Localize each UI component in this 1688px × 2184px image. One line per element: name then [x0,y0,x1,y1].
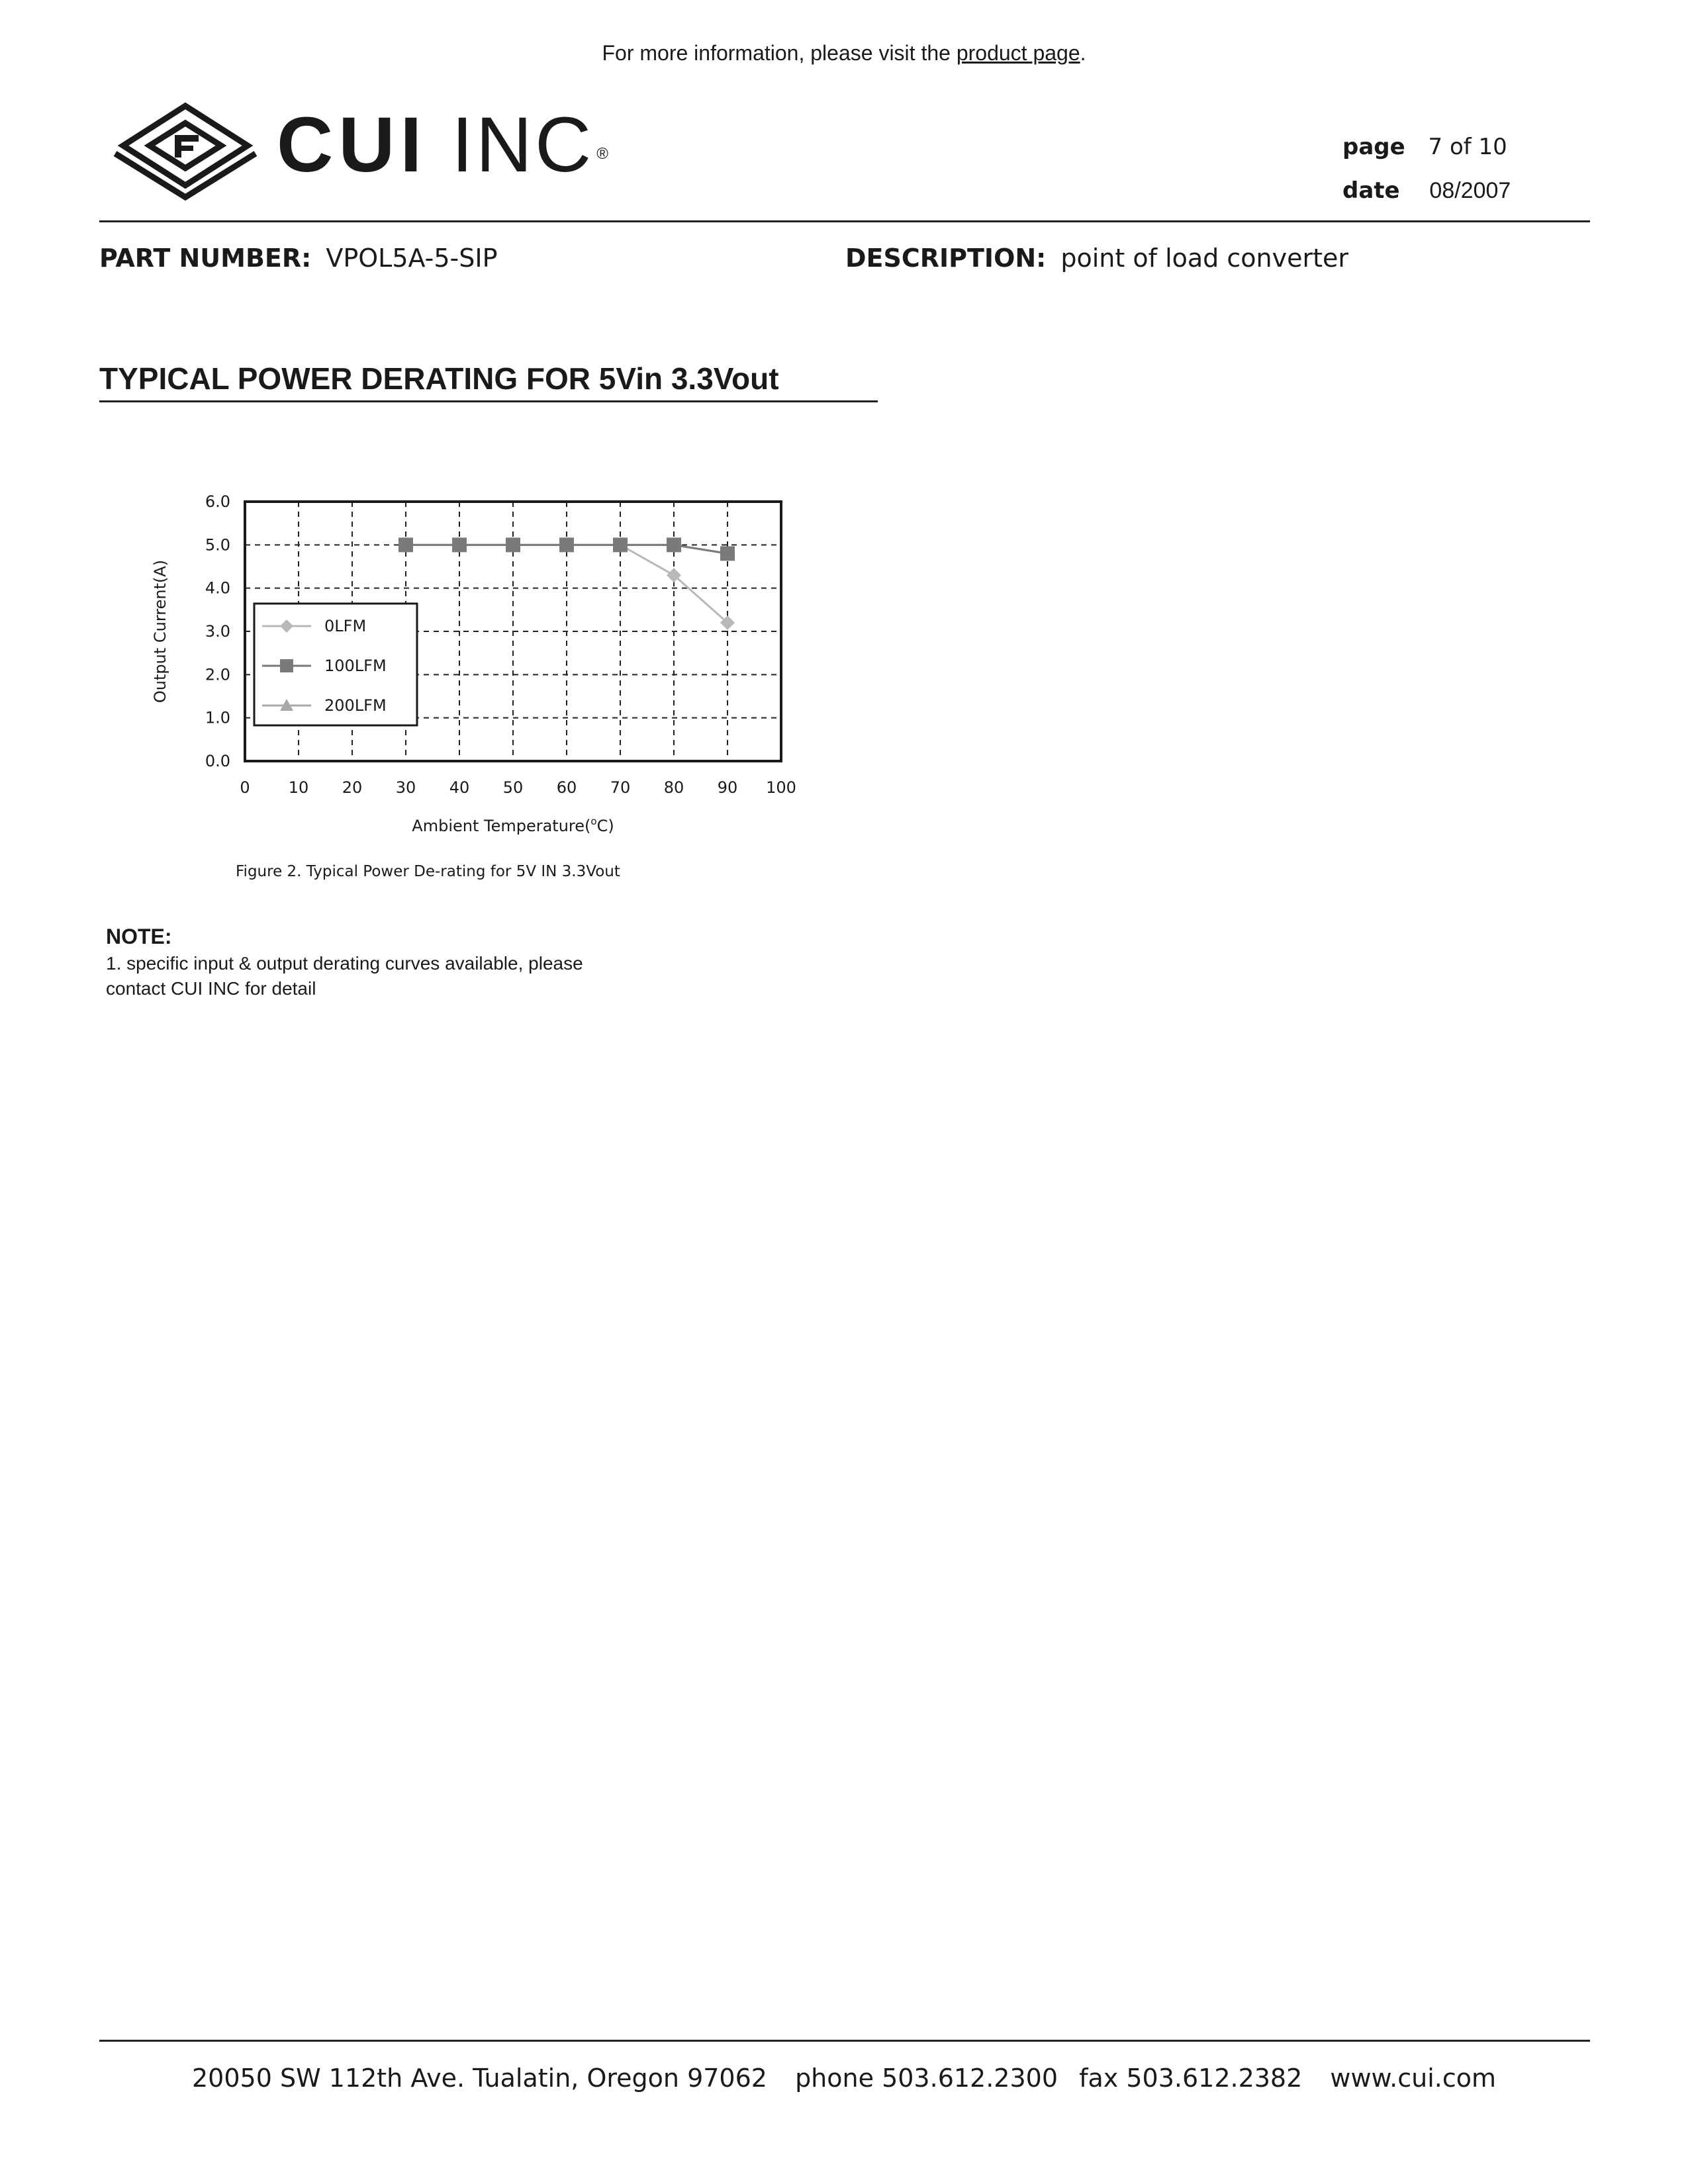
company-name-bold: CUI [277,101,428,189]
y-tick-label: 5.0 [205,535,230,555]
series-100lfm [399,537,735,561]
date-value: 08/2007 [1429,178,1511,203]
header-divider [99,220,1590,222]
x-axis-label [412,815,614,835]
footer-phone-label: phone [795,2064,874,2093]
y-tick-label: 3.0 [205,622,230,641]
x-axis-label-degree: o [590,815,597,827]
footer-divider [99,2040,1590,2042]
marker-square [559,537,574,552]
legend-label: 200LFM [324,696,387,715]
footer-address: 20050 SW 112th Ave. Tualatin, Oregon 97062 [191,2064,767,2093]
marker-square [399,537,413,552]
section-title: TYPICAL POWER DERATING FOR 5Vin 3.3Vout [99,361,779,396]
x-tick-label: 80 [663,778,684,797]
note-title: NOTE: [106,925,172,948]
x-tick-label: 100 [766,778,796,797]
x-tick-label: 60 [556,778,577,797]
footer-fax-label: fax [1079,2064,1119,2093]
page-value: 7 of 10 [1428,134,1507,160]
x-tick-label: 90 [717,778,738,797]
y-tick-label: 0.0 [205,752,230,770]
info-prefix: For more information, please visit the [602,41,951,65]
x-axis-label-main: Ambient Temperature( [412,817,591,835]
legend-item-100lfm [262,657,387,675]
registered-mark: ® [596,145,611,163]
footer-fax: 503.612.2382 [1126,2064,1303,2093]
section-title-underline [99,400,878,402]
part-number-label: PART NUMBER: [99,244,312,273]
footer-website[interactable]: www.cui.com [1330,2064,1496,2093]
chart-legend [254,604,417,725]
marker-square [720,546,735,561]
description-label: DESCRIPTION: [845,244,1047,273]
y-tick-label: 4.0 [205,578,230,598]
date-label: date [1342,177,1400,204]
date-info [1342,177,1511,204]
x-tick-label: 30 [395,778,416,797]
x-tick-label: 0 [240,778,250,797]
marker-square [506,537,520,552]
derating-chart [132,483,808,893]
y-axis-label: Output Current(A) [151,559,169,704]
footer-phone: 503.612.2300 [882,2064,1058,2093]
part-number [99,244,498,273]
x-axis-label-unit: C) [596,817,614,835]
page-label: page [1342,134,1405,160]
cui-logo-icon [106,98,265,204]
marker-square [667,537,681,552]
product-page-link[interactable]: product page [956,41,1080,65]
marker-square [280,659,293,672]
y-tick-label: 2.0 [205,665,230,684]
note-line-2: contact CUI INC for detail [106,978,316,999]
x-tick-label: 70 [610,778,631,797]
note-line-1: 1. specific input & output derating curves available, please [106,953,583,974]
info-line [0,41,1688,66]
note-body [106,951,702,1001]
company-name-rest: INC [451,101,594,189]
y-tick-label: 1.0 [205,708,230,727]
part-number-value: VPOL5A-5-SIP [326,244,498,273]
x-tick-label: 20 [342,778,363,797]
x-tick-label: 50 [502,778,524,797]
marker-square [452,537,467,552]
company-logo-text [277,101,611,189]
footer-contact [0,2064,1688,2093]
page-info [1342,134,1507,160]
x-tick-label: 40 [449,778,470,797]
description [845,244,1348,273]
x-tick-label: 10 [288,778,309,797]
y-tick-labels [205,492,230,770]
legend-label: 100LFM [324,657,387,675]
info-suffix: . [1080,41,1086,65]
description-value: point of load converter [1060,244,1348,273]
legend-label: 0LFM [324,617,367,635]
figure-caption: Figure 2. Typical Power De-rating for 5V IN 3.3Vout [236,863,620,880]
y-tick-label: 6.0 [205,492,230,511]
marker-square [613,537,628,552]
x-tick-labels [240,778,796,797]
